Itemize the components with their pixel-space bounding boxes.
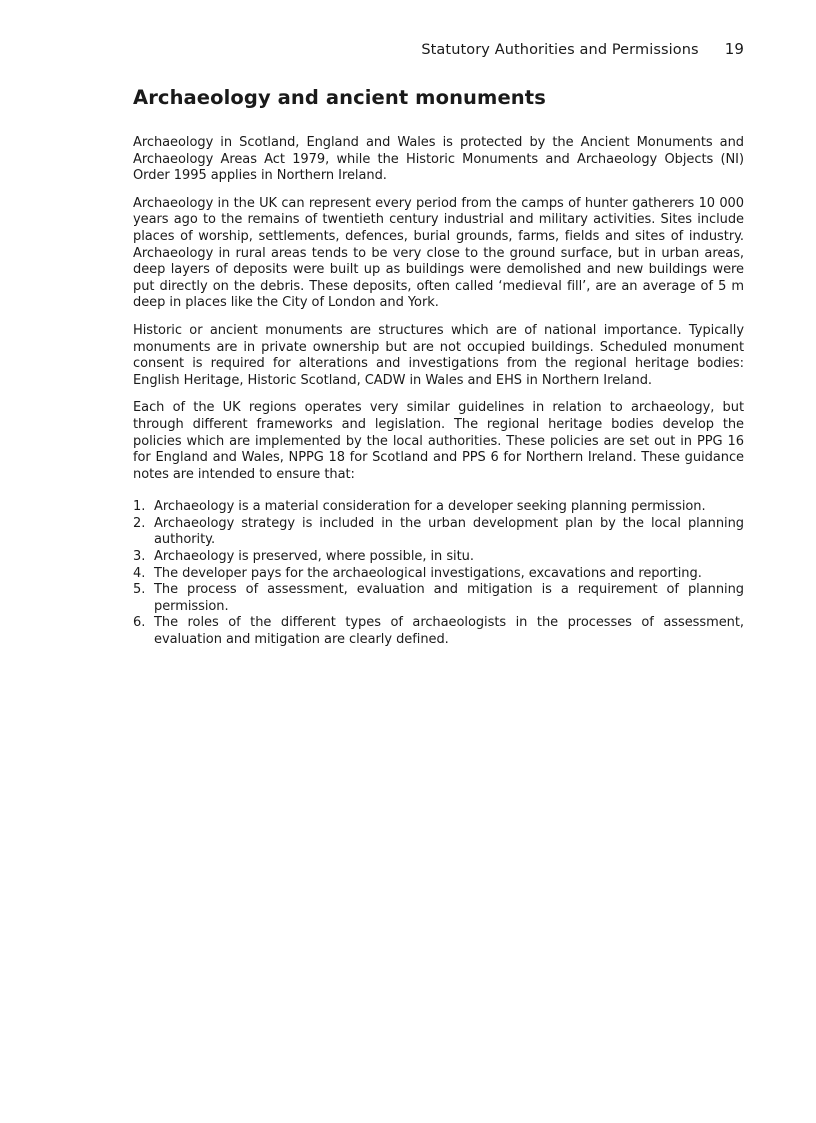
list-text: Archaeology is preserved, where possible, in situ. <box>154 549 474 565</box>
paragraph-monuments: Historic or ancient monuments are structures which are of national importance. Typically monuments are in private ownership but are not occupied buildings. Scheduled monument consent is required for alterations and investigations from the regional heritage bodies: English Heritage, Historic Scotland, CADW in Wales and EHS in Northern Ireland. <box>133 322 744 388</box>
list-number: 5. <box>133 582 146 598</box>
list-text: The developer pays for the archaeological investigations, excavations and reporting. <box>154 565 702 581</box>
list-item <box>133 516 744 549</box>
guidance-list <box>133 499 744 648</box>
list-number: 1. <box>133 499 146 515</box>
page-body <box>133 86 744 649</box>
list-text: The roles of the different types of archaeologists in the processes of assessment, evaluation and mitigation are clearly defined. <box>154 615 744 648</box>
page-number: 19 <box>724 40 744 58</box>
list-number: 3. <box>133 549 146 565</box>
list-number: 4. <box>133 565 146 581</box>
list-text: Archaeology strategy is included in the urban development plan by the local planning authority. <box>154 515 744 548</box>
list-item <box>133 549 744 566</box>
running-title: Statutory Authorities and Permissions <box>421 42 699 58</box>
list-item <box>133 499 744 516</box>
list-text: The process of assessment, evaluation and mitigation is a requirement of planning permission. <box>154 582 744 614</box>
section-title: Archaeology and ancient monuments <box>133 86 546 109</box>
running-header <box>421 40 744 58</box>
list-text: Archaeology is a material consideration for a developer seeking planning permission. <box>154 499 706 515</box>
list-number: 6. <box>133 615 146 631</box>
list-item <box>133 615 744 648</box>
list-item <box>133 566 744 583</box>
list-item <box>133 582 744 615</box>
paragraph-uk-archaeology: Archaeology in the UK can represent every period from the camps of hunter gatherers 10 000 years ago to the remains of twentieth century industrial and military activities. Sites include places of worship, settlements, defences, burial grounds, farms, fields and sites of industry. Archaeology in rural areas tends to be very close to the ground surface, but in urban areas, deep layers of deposits were built up as buildings were demolished and new buildings were put directly on the debris. These deposits, often called ‘medieval fill’, are an average of 5 m deep in places like the City of London and York. <box>133 195 744 311</box>
paragraph-legislation: Archaeology in Scotland, England and Wales is protected by the Ancient Monuments and Archaeology Areas Act 1979, while the Historic Monuments and Archaeology Objects (NI) Order 1995 applies in Northern Ireland. <box>133 135 744 184</box>
list-number: 2. <box>133 515 146 531</box>
paragraph-guidelines: Each of the UK regions operates very similar guidelines in relation to archaeology, but through different frameworks and legislation. The regional heritage bodies develop the policies which are implemented by the local authorities. These policies are set out in PPG 16 for England and Wales, NPPG 18 for Scotland and PPS 6 for Northern Ireland. These guidance notes are intended to ensure that: <box>133 400 744 482</box>
